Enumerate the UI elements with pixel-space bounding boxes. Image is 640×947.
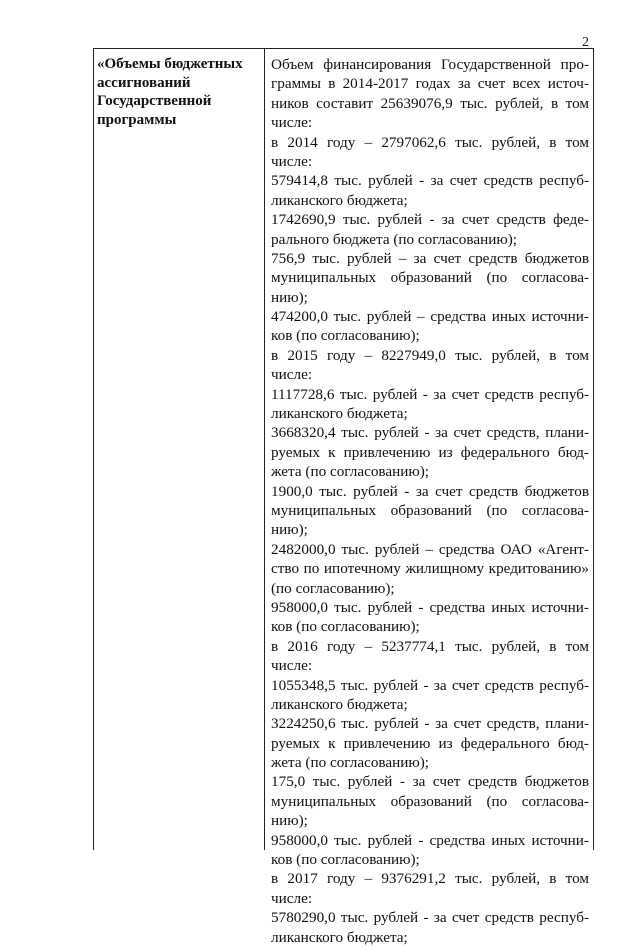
text-line: муниципальных образований (по согласова- <box>271 501 589 519</box>
text-line: ков (по согласованию); <box>271 618 420 636</box>
text-line: числе: <box>271 657 313 675</box>
text-line: в 2017 году – 9376291,2 тыс. рублей, в том <box>271 870 589 888</box>
text-line: муниципальных образований (по согласова- <box>271 792 589 810</box>
text-line: 1117728,6 тыс. рублей - за счет средств респуб- <box>271 385 589 403</box>
text-line: числе: <box>271 366 313 384</box>
text-line: 1900,0 тыс. рублей - за счет средств бюджетов <box>271 482 589 500</box>
text-line: числе: <box>271 114 313 132</box>
text-line: 579414,8 тыс. рублей - за счет средств респуб- <box>271 172 589 190</box>
right-cell-content <box>271 55 589 947</box>
text-line: Объем финансирования Государственной про- <box>271 56 589 73</box>
text-line: 1055348,5 тыс. рублей - за счет средств респуб- <box>271 676 589 694</box>
budget-table <box>93 48 594 946</box>
text-line: 958000,0 тыс. рублей - средства иных источни- <box>271 598 589 616</box>
text-line: жета (по согласованию); <box>271 754 430 772</box>
text-line: руемых к привлечению из федерального бюд- <box>271 443 589 461</box>
text-line: 474200,0 тыс. рублей – средства иных источни- <box>271 308 589 326</box>
text-line: жета (по согласованию); <box>271 463 430 481</box>
text-line: 2482000,0 тыс. рублей – средства ОАО «Агент- <box>271 540 589 558</box>
text-line: руемых к привлечению из федерального бюд- <box>271 734 589 752</box>
left-cell-heading: «Объемы бюджетных ассигнований Государственной программы <box>97 56 243 128</box>
text-line: (по согласованию); <box>271 579 395 597</box>
text-line: нию); <box>271 288 308 306</box>
text-line: в 2016 году – 5237774,1 тыс. рублей, в том <box>271 637 589 655</box>
column-divider <box>264 49 265 850</box>
text-line: ликанского бюджета; <box>271 191 408 209</box>
text-line: ников составит 25639076,9 тыс. рублей, в том <box>271 94 589 112</box>
text-line: муниципальных образований (по согласова- <box>271 269 589 287</box>
text-line: ков (по согласованию); <box>271 851 420 869</box>
text-line: в 2014 году – 2797062,6 тыс. рублей, в том <box>271 133 589 151</box>
text-line: числе: <box>271 889 313 907</box>
text-line: ков (по согласованию); <box>271 327 420 345</box>
text-line: 1742690,9 тыс. рублей - за счет средств феде- <box>271 211 589 229</box>
text-line: нию); <box>271 521 308 539</box>
text-line: 5780290,0 тыс. рублей - за счет средств респуб- <box>271 909 589 927</box>
text-line: нию); <box>271 812 308 830</box>
text-line: ство по ипотечному жилищному кредитованию» <box>271 560 589 578</box>
text-line: 958000,0 тыс. рублей - средства иных источни- <box>271 831 589 849</box>
text-line: 3224250,6 тыс. рублей - за счет средств, плани- <box>271 715 589 733</box>
text-line: рального бюджета (по согласованию); <box>271 230 517 248</box>
text-line: в 2015 году – 8227949,0 тыс. рублей, в том <box>271 346 589 364</box>
text-line: числе: <box>271 152 313 170</box>
text-line: ликанского бюджета; <box>271 695 408 713</box>
page-number: 2 <box>582 35 589 50</box>
text-line: 175,0 тыс. рублей - за счет средств бюджетов <box>271 773 589 791</box>
text-line: ликанского бюджета; <box>271 928 408 946</box>
text-line: 3668320,4 тыс. рублей - за счет средств, плани- <box>271 424 589 442</box>
text-line: 756,9 тыс. рублей – за счет средств бюджетов <box>271 249 589 267</box>
text-line: ликанского бюджета; <box>271 405 408 423</box>
text-line: граммы в 2014-2017 годах за счет всех источ- <box>271 75 589 93</box>
